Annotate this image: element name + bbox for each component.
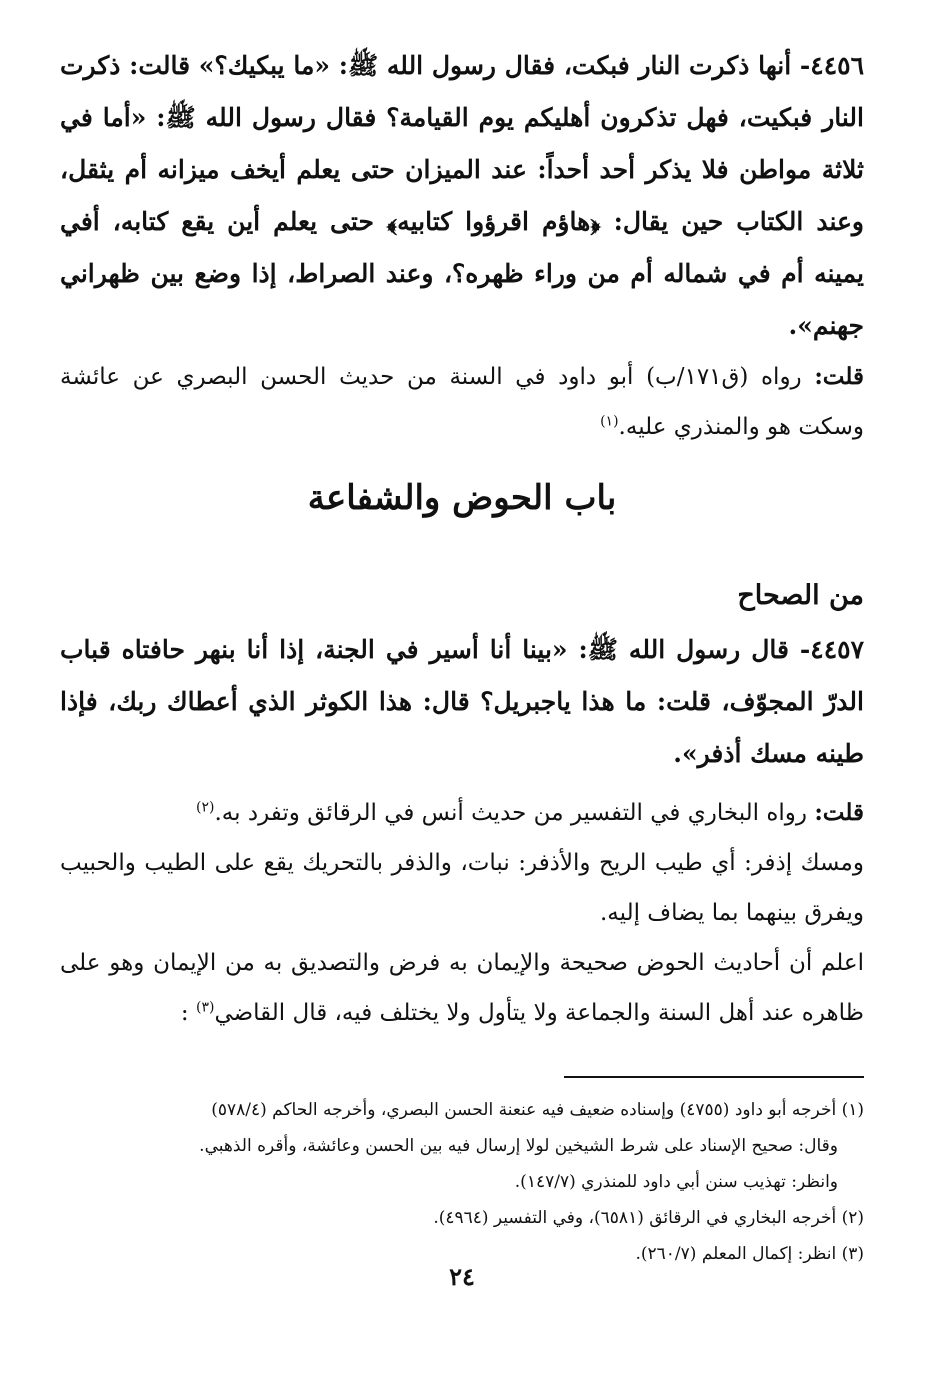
footnote-3: (٣) انظر: إكمال المعلم (٢٦٠/٧).	[635, 1244, 864, 1264]
hadith-4457	[60, 624, 864, 780]
footnote-ref-2[interactable]: (٢)	[196, 799, 215, 816]
chapter-title: باب الحوض والشفاعة	[307, 478, 617, 518]
hadith-4457-text: ٤٤٥٧- قال رسول الله ﷺ: «بينا أنا أسير في الجنة، إذا أنا بنهر حافتاه قباب الدرّ المجوّف، قلت: ما هذا ياجبريل؟ قال: هذا الكوثر الذي أعطاك ربك، فإذا طينه مسك أذفر».	[60, 635, 864, 768]
note-4456-text: رواه (ق١٧١/ب) أبو داود في السنة من حديث الحسن البصري عن عائشة وسكت هو والمنذري عليه.	[60, 364, 864, 440]
hawd-intro-paragraph	[60, 938, 864, 1038]
note-4457-lead: قلت:	[814, 799, 864, 826]
hawd-intro-text: اعلم أن أحاديث الحوض صحيحة والإيمان به فرض والتصديق به من الإيمان وهو على ظاهره عند أهل السنة والجماعة ولا يتأول ولا يختلف فيه، قال القاضي	[60, 950, 864, 1026]
document-page	[60, 40, 864, 1360]
note-4457	[60, 788, 864, 838]
page-number: ٢٤	[449, 1262, 475, 1291]
explanation-paragraph: ومسك إذفر: أي طيب الريح والأذفر: نبات، والذفر بالتحريك يقع على الطيب والحبيب ويفرق بينهما بما يضاف إليه.	[60, 850, 864, 926]
note-4457-text: رواه البخاري في التفسير من حديث أنس في الرقائق وتفرد به.	[214, 800, 807, 826]
footnote-1: (١) أخرجه أبو داود (٤٧٥٥) وإسناده ضعيف فيه عنعنة الحسن البصري، وأخرجه الحاكم (٥٧٨/٤)	[211, 1100, 864, 1120]
footnote-1-continuation: وقال: صحيح الإسناد على شرط الشيخين لولا إرسال فيه بين الحسن وعائشة، وأقره الذهبي.	[199, 1136, 838, 1156]
footnote-divider	[564, 1076, 864, 1078]
hawd-intro-end: :	[180, 1000, 189, 1026]
footnote-1-see-also: وانظر: تهذيب سنن أبي داود للمنذري (١٤٧/٧).	[514, 1172, 838, 1192]
hadith-4456	[60, 40, 864, 352]
spacer	[60, 780, 864, 788]
note-4456-lead: قلت:	[814, 363, 864, 390]
hadith-4456-text: ٤٤٥٦- أنها ذكرت النار فبكت، فقال رسول الله ﷺ: «ما يبكيك؟» قالت: ذكرت النار فبكيت، فهل تذكرون أهليكم يوم القيامة؟ فقال رسول الله ﷺ: «أما في ثلاثة مواطن فلا يذكر أحد أحداً: عند الميزان حتى يعلم أيخف ميزانه أم يثقل، وعند الكتاب حين يقال: ﴿هاؤم اقرؤوا كتابيه﴾ حتى يعلم أين يقع كتابه، أفي يمينه أم في شماله أم من وراء ظهره؟، وعند الصراط، إذا وضع بين ظهراني جهنم».	[60, 51, 864, 340]
note-4456	[60, 352, 864, 452]
footnote-ref-3[interactable]: (٣)	[195, 999, 215, 1016]
footnote-2: (٢) أخرجه البخاري في الرقائق (٦٥٨١)، وفي التفسير (٤٩٦٤).	[433, 1208, 864, 1228]
footnotes	[60, 1092, 864, 1272]
section-heading: من الصحاح	[737, 580, 864, 611]
footnote-ref-1[interactable]: (١)	[600, 413, 619, 430]
